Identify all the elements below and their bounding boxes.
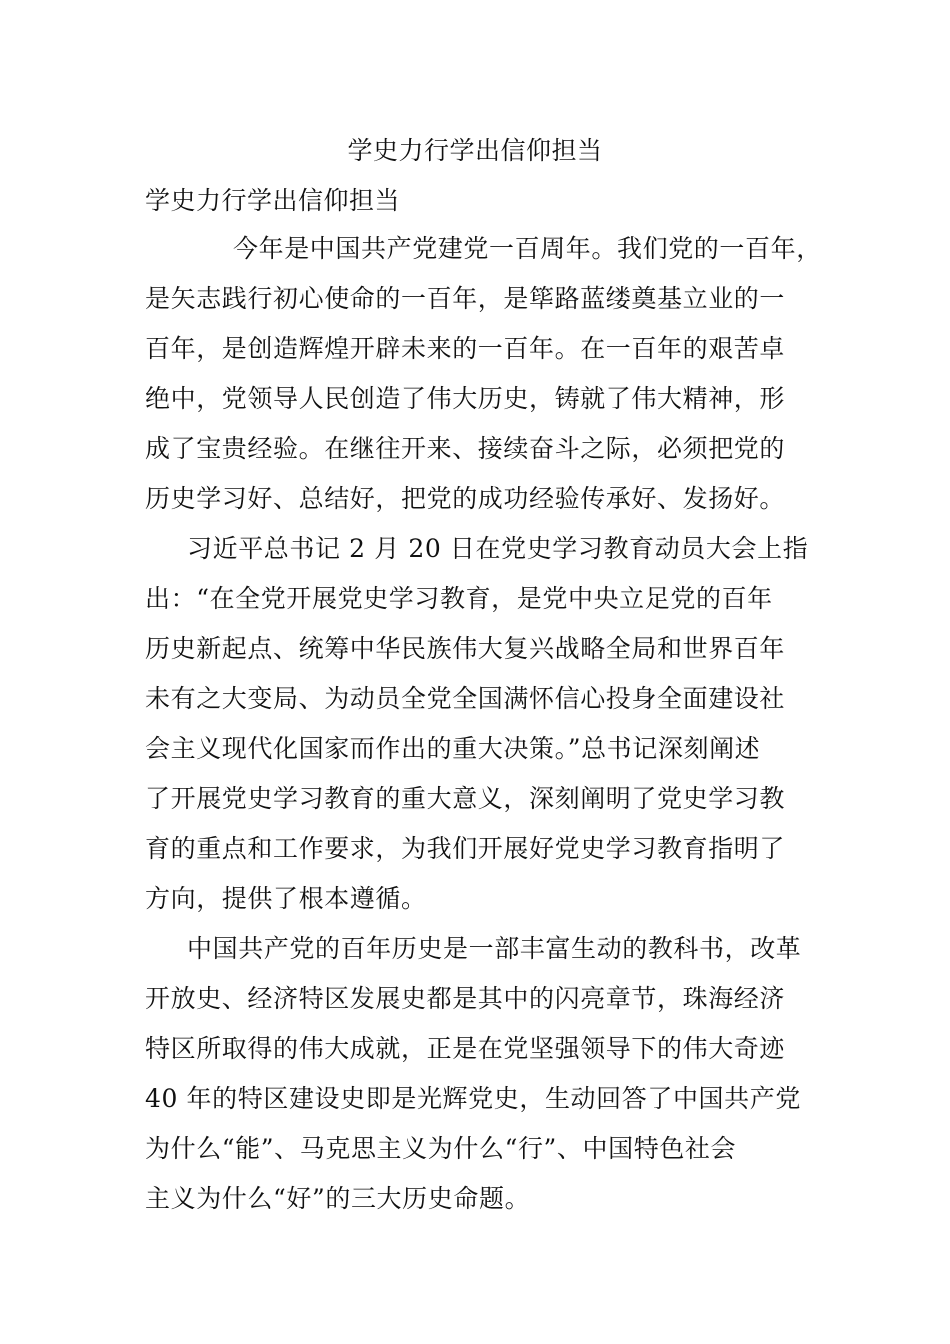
paragraph-line: 是矢志践行初心使命的一百年，是筚路蓝缕奠基立业的一	[145, 284, 786, 313]
document-title: 学史力行学出信仰担当	[347, 136, 603, 165]
paragraph-line: 特区所取得的伟大成就，正是在党坚强领导下的伟大奇迹	[145, 1034, 786, 1063]
paragraph-line: 百年，是创造辉煌开辟未来的一百年。在一百年的艰苦卓	[145, 334, 786, 363]
paragraph-line: 中国共产党的百年历史是一部丰富生动的教科书，改革	[187, 934, 802, 963]
paragraph-line: 40 年的特区建设史即是光辉党史，生动回答了中国共产党	[145, 1084, 801, 1113]
paragraph-2	[145, 524, 815, 924]
paragraph-line: 习近平总书记 2 月 20 日在党史学习教育动员大会上指	[187, 534, 809, 563]
paragraph-line: 了开展党史学习教育的重大意义，深刻阐明了党史学习教	[145, 784, 786, 813]
document-subtitle: 学史力行学出信仰担当	[145, 186, 401, 215]
paragraph-line: 方向，提供了根本遵循。	[145, 884, 427, 913]
paragraph-line: 出：“在全党开展党史学习教育，是党中央立足党的百年	[145, 584, 773, 613]
paragraph-line: 绝中，党领导人民创造了伟大历史，铸就了伟大精神，形	[145, 384, 786, 413]
paragraph-line: 育的重点和工作要求，为我们开展好党史学习教育指明了	[145, 834, 786, 863]
paragraph-line: 开放史、经济特区发展史都是其中的闪亮章节，珠海经济	[145, 984, 786, 1013]
paragraph-line: 历史学习好、总结好，把党的成功经验传承好、发扬好。	[145, 484, 786, 513]
paragraph-3	[145, 924, 815, 1224]
paragraph-line: 为什么“能”、马克思主义为什么“行”、中国特色社会	[145, 1134, 737, 1163]
paragraph-line: 主义为什么“好”的三大历史命题。	[145, 1184, 531, 1213]
paragraph-line: 今年是中国共产党建党一百周年。我们党的一百年，	[233, 234, 822, 263]
paragraph-line: 未有之大变局、为动员全党全国满怀信心投身全面建设社	[145, 684, 786, 713]
paragraph-line: 成了宝贵经验。在继往开来、接续奋斗之际，必须把党的	[145, 434, 786, 463]
paragraph-line: 历史新起点、统筹中华民族伟大复兴战略全局和世界百年	[145, 634, 786, 663]
paragraph-1	[145, 224, 822, 524]
paragraph-line: 会主义现代化国家而作出的重大决策。”总书记深刻阐述	[145, 734, 761, 763]
